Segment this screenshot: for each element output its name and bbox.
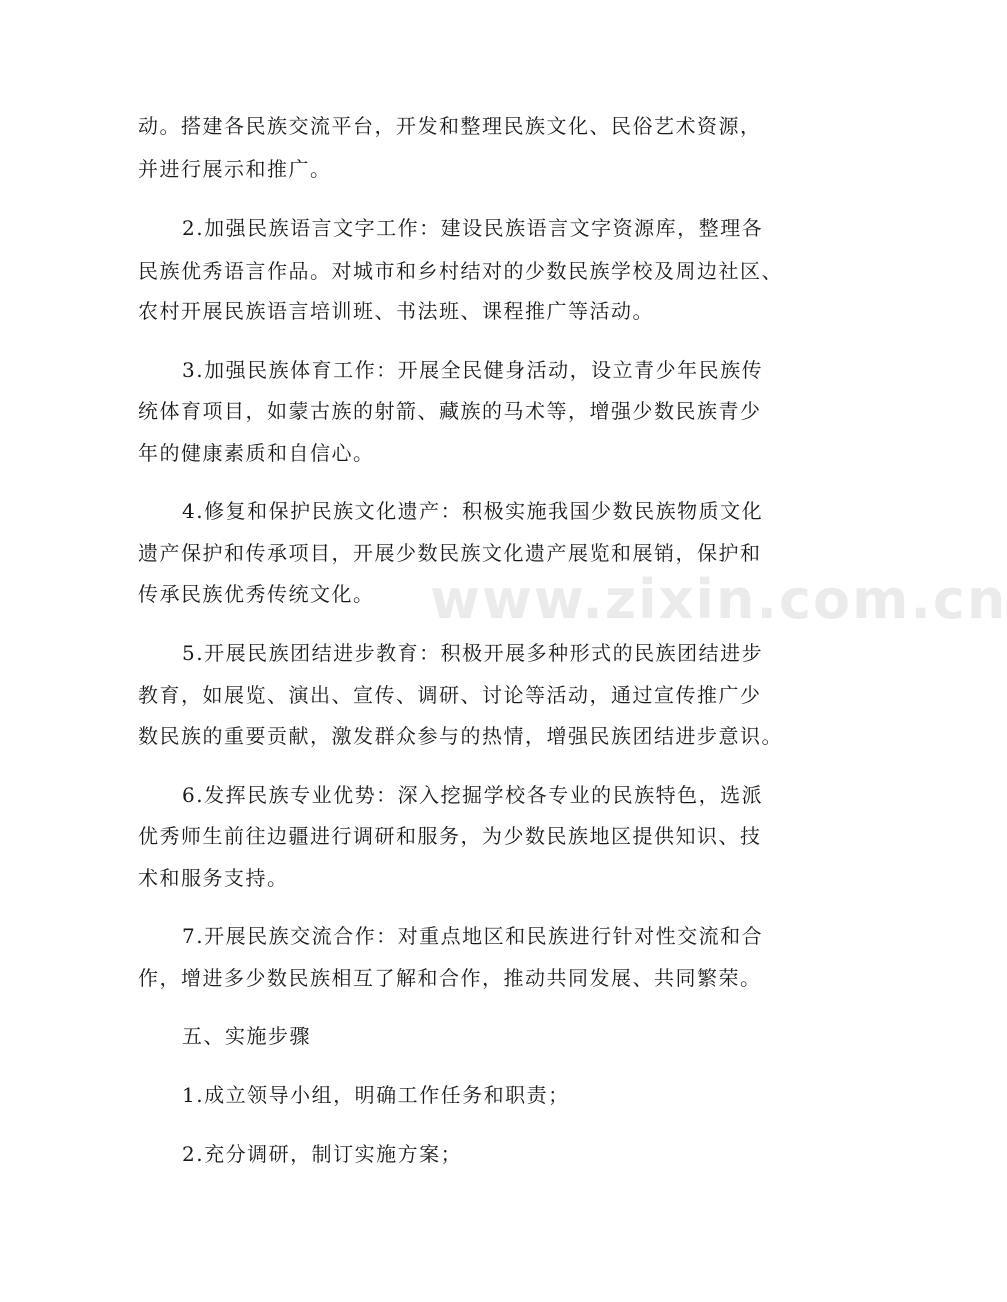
section-heading: 五、实施步骤 bbox=[182, 1024, 311, 1048]
paragraph-line: 遗产保护和传承项目，开展少数民族文化遗产展览和展销，保护和 bbox=[138, 541, 762, 565]
paragraph-line: 4.修复和保护民族文化遗产：积极实施我国少数民族物质文化 bbox=[182, 499, 764, 523]
paragraph-line: 7.开展民族交流合作：对重点地区和民族进行针对性交流和合 bbox=[182, 924, 764, 948]
watermark: www.zixin.com.cn bbox=[430, 568, 1007, 631]
list-item: 2.充分调研，制订实施方案； bbox=[182, 1142, 463, 1166]
paragraph-line: 年的健康素质和自信心。 bbox=[138, 441, 375, 465]
paragraph-line: 动。搭建各民族交流平台，开发和整理民族文化、民俗艺术资源， bbox=[138, 114, 762, 138]
list-item: 1.成立领导小组，明确工作任务和职责； bbox=[182, 1083, 570, 1107]
paragraph-line: 作，增进多少数民族相互了解和合作，推动共同发展、共同繁荣。 bbox=[138, 966, 762, 990]
paragraph-line: 传承民族优秀传统文化。 bbox=[138, 582, 375, 606]
paragraph-line: 民族优秀语言作品。对城市和乡村结对的少数民族学校及周边社区、 bbox=[138, 259, 783, 283]
paragraph-line: 术和服务支持。 bbox=[138, 866, 289, 890]
paragraph-line: 优秀师生前往边疆进行调研和服务，为少数民族地区提供知识、技 bbox=[138, 824, 762, 848]
paragraph-line: 6.发挥民族专业优势：深入挖掘学校各专业的民族特色，选派 bbox=[182, 783, 764, 807]
paragraph-line: 3.加强民族体育工作：开展全民健身活动，设立青少年民族传 bbox=[182, 358, 764, 382]
paragraph-line: 2.加强民族语言文字工作：建设民族语言文字资源库，整理各 bbox=[182, 216, 764, 240]
paragraph-line: 数民族的重要贡献，激发群众参与的热情，增强民族团结进步意识。 bbox=[138, 724, 783, 748]
paragraph-line: 农村开展民族语言培训班、书法班、课程推广等活动。 bbox=[138, 299, 654, 323]
paragraph-line: 并进行展示和推广。 bbox=[138, 157, 332, 181]
paragraph-line: 5.开展民族团结进步教育：积极开展多种形式的民族团结进步 bbox=[182, 641, 764, 665]
paragraph-line: 统体育项目，如蒙古族的射箭、藏族的马术等，增强少数民族青少 bbox=[138, 399, 762, 423]
paragraph-line: 教育，如展览、演出、宣传、调研、讨论等活动，通过宣传推广少 bbox=[138, 683, 762, 707]
